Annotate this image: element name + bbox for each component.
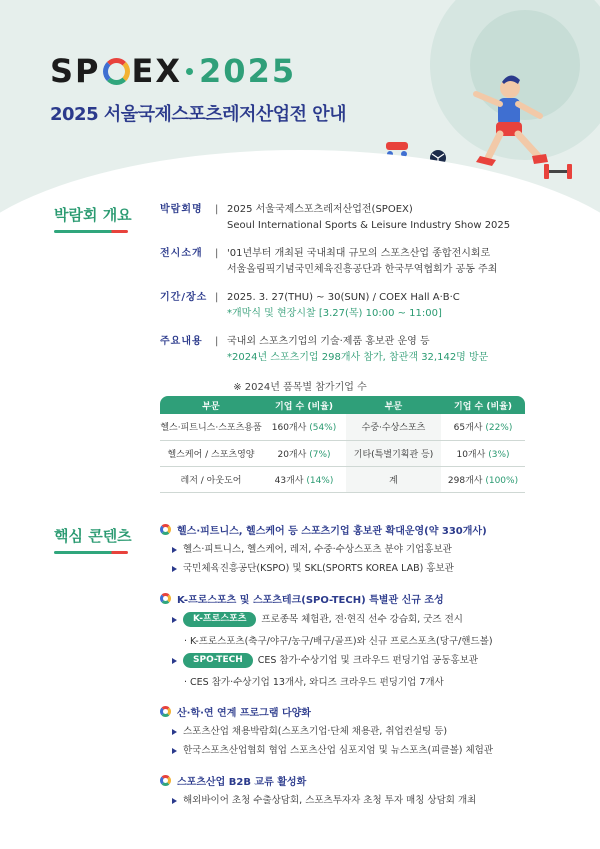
table-cell xyxy=(262,466,346,492)
participant-table xyxy=(160,396,525,493)
table-cell: 레저 / 아웃도어 xyxy=(160,466,262,492)
percent-value: (100%) xyxy=(485,475,519,486)
percent-value: (14%) xyxy=(306,475,334,486)
logo-text-sp: SP xyxy=(50,52,101,90)
list-item: CES 참가·수상기업 및 크라우드 펀딩기업 공동홍보관 xyxy=(257,655,479,666)
block-heading: 스포츠산업 B2B 교류 활성화 xyxy=(177,777,307,788)
triangle-bullet-icon xyxy=(172,566,177,572)
table-header: 부문 xyxy=(346,396,441,414)
triangle-bullet-icon xyxy=(172,658,177,664)
count-value: 43개사 xyxy=(274,475,304,486)
overview-row-name xyxy=(160,202,560,234)
count-value: 20개사 xyxy=(277,449,307,460)
table-cell: 수중·수상스포츠 xyxy=(346,414,441,440)
percent-value: (3%) xyxy=(488,449,510,460)
table-cell: 계 xyxy=(346,466,441,492)
ring-bullet-icon xyxy=(160,706,171,717)
section-underline xyxy=(54,551,128,554)
overview-text: '01년부터 개최된 국내최대 규모의 스포츠산업 종합전시회로 xyxy=(227,248,491,259)
spoex-logo xyxy=(50,52,296,90)
ring-bullet-icon xyxy=(160,524,171,535)
table-row xyxy=(160,466,525,492)
count-value: 10개사 xyxy=(456,449,486,460)
table-header: 기업 수 (비율) xyxy=(262,396,346,414)
overview-label: 박람회명 xyxy=(160,204,203,215)
overview-label: 기간/장소 xyxy=(160,292,208,303)
category-pill: SPO-TECH xyxy=(183,653,253,668)
overview-text: 국내외 스포츠기업의 기술·제품 홍보관 운영 등 xyxy=(227,336,430,347)
count-value: 65개사 xyxy=(453,423,483,434)
overview-row-content xyxy=(160,334,560,366)
overview-list xyxy=(160,202,560,378)
list-item: 국민체육진흥공단(KSPO) 및 SKL(SPORTS KOREA LAB) 홍보관 xyxy=(183,563,454,574)
overview-label: 전시소개 xyxy=(160,248,203,259)
content-block xyxy=(160,522,560,575)
table-cell xyxy=(441,466,525,492)
content-title-text: 핵심 콘텐츠 xyxy=(54,527,132,545)
overview-note: *2024년 스포츠기업 298개사 참가, 참관객 32,142명 방문 xyxy=(227,352,489,363)
table-caption: ※ 2024년 품목별 참가기업 수 xyxy=(233,382,367,393)
overview-title-text: 박람회 개요 xyxy=(54,206,132,224)
logo-year: 2025 xyxy=(199,52,297,90)
percent-value: (7%) xyxy=(309,449,331,460)
overview-row-intro xyxy=(160,246,560,278)
list-subitem: · CES 참가·수상기업 13개사, 와디즈 크라우드 펀딩기업 7개사 xyxy=(184,677,444,688)
category-pill: K-프로스포츠 xyxy=(183,612,256,627)
content-list xyxy=(160,522,560,823)
list-subitem: · K-프로스포츠(축구/야구/농구/배구/골프)와 신규 프로스포츠(당구/핸드볼) xyxy=(184,636,493,647)
table-cell: 헬스·피트니스·스포츠용품 xyxy=(160,414,262,440)
content-section-title xyxy=(54,525,132,554)
triangle-bullet-icon xyxy=(172,748,177,754)
list-item: 해외바이어 초청 수출상담회, 스포츠투자자 초청 투자 매칭 상담회 개최 xyxy=(183,795,477,806)
table-cell xyxy=(262,440,346,466)
ring-bullet-icon xyxy=(160,775,171,786)
overview-row-period xyxy=(160,290,560,322)
overview-note: *개막식 및 현장시찰 [3.27(목) 10:00 ~ 11:00] xyxy=(227,308,442,319)
ring-bullet-icon xyxy=(160,593,171,604)
table-cell xyxy=(441,440,525,466)
overview-text: Seoul International Sports & Leisure Industry Show 2025 xyxy=(227,220,511,231)
block-heading: 헬스·피트니스, 헬스케어 등 스포츠기업 홍보관 확대운영(약 330개사) xyxy=(177,526,487,537)
table-row xyxy=(160,414,525,440)
overview-text: 2025. 3. 27(THU) ~ 30(SUN) / COEX Hall A·B·C xyxy=(227,292,460,303)
content-block xyxy=(160,591,560,688)
overview-text: 2025 서울국제스포츠레저산업전(SPOEX) xyxy=(227,204,413,215)
count-value: 298개사 xyxy=(447,475,483,486)
block-heading: K-프로스포츠 및 스포츠테크(SPO-TECH) 특별관 신규 조성 xyxy=(177,595,444,606)
content-block xyxy=(160,773,560,807)
table-row xyxy=(160,440,525,466)
percent-value: (22%) xyxy=(485,423,513,434)
table-cell: 헬스케어 / 스포츠영양 xyxy=(160,440,262,466)
list-item: 프로종목 체험관, 전·현직 선수 강습회, 굿즈 전시 xyxy=(261,614,463,625)
separator: | xyxy=(215,248,219,259)
table-cell: 기타(특별기획관 등) xyxy=(346,440,441,466)
list-item: 스포츠산업 채용박람회(스포츠기업·단체 채용관, 취업컨설팅 등) xyxy=(183,726,448,737)
triangle-bullet-icon xyxy=(172,729,177,735)
triangle-bullet-icon xyxy=(172,547,177,553)
hero-banner xyxy=(0,0,600,215)
section-underline xyxy=(54,230,128,233)
triangle-bullet-icon xyxy=(172,617,177,623)
overview-section-title xyxy=(54,204,132,233)
logo-ring-icon xyxy=(103,58,130,85)
triangle-bullet-icon xyxy=(172,798,177,804)
separator: | xyxy=(215,336,219,347)
logo-text-ex: EX xyxy=(131,52,183,90)
table-header-row xyxy=(160,396,525,414)
separator: | xyxy=(215,204,219,215)
table-header: 부문 xyxy=(160,396,262,414)
list-item: 헬스·피트니스, 헬스케어, 레저, 수중·수상스포츠 분야 기업홍보관 xyxy=(183,544,452,555)
block-heading: 산·학·연 연계 프로그램 다양화 xyxy=(177,708,311,719)
list-item: 한국스포츠산업협회 협업 스포츠산업 심포지엄 및 뉴스포츠(피클볼) 체험관 xyxy=(183,745,494,756)
overview-label: 주요내용 xyxy=(160,336,203,347)
logo-dot-icon xyxy=(186,68,193,75)
table-header: 기업 수 (비율) xyxy=(441,396,525,414)
count-value: 160개사 xyxy=(271,423,307,434)
separator: | xyxy=(215,292,219,303)
table-cell xyxy=(441,414,525,440)
percent-value: (54%) xyxy=(309,423,337,434)
page-title: 2025 서울국제스포츠레저산업전 안내 xyxy=(50,104,347,125)
overview-text: 서울올림픽기념국민체육진흥공단과 한국무역협회가 공동 주최 xyxy=(227,264,498,275)
table-cell xyxy=(262,414,346,440)
content-block xyxy=(160,704,560,757)
